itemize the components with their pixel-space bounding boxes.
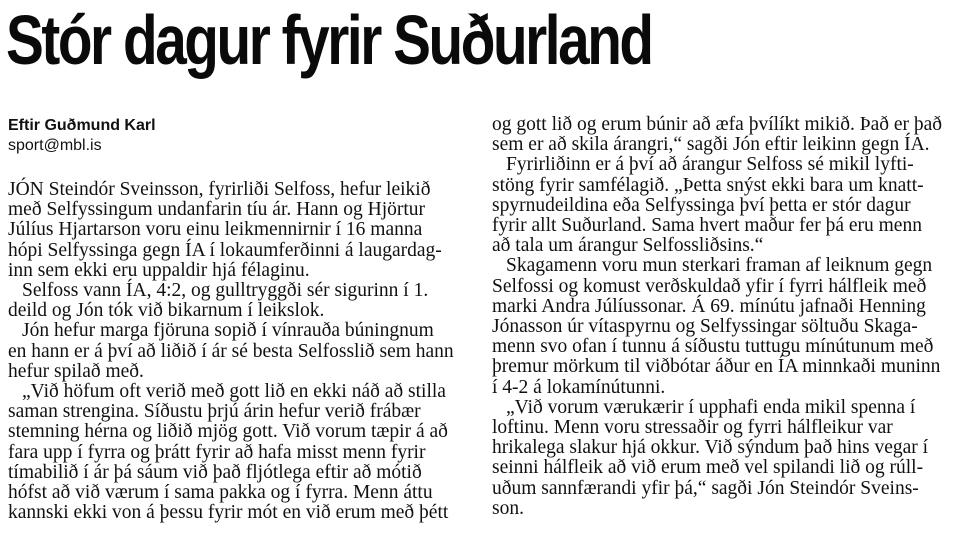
byline: Eftir Guðmund Karl bbox=[8, 117, 156, 134]
text-line: Júlíus Hjartarson voru einu leikmennirnir í 16 manna bbox=[8, 219, 423, 241]
text-line: deild og Jón tók við bikarnum í leikslok. bbox=[8, 300, 325, 322]
text-line: hófst að við værum í sama pakka og í fyrra. Menn áttu bbox=[8, 482, 433, 504]
text-line: saman strengina. Síðustu þrjú árin hefur verið frábær bbox=[8, 401, 421, 423]
text-line: marki Andra Júlíussonar. Á 69. mínútu jafnaði Henning bbox=[492, 295, 926, 317]
text-line: loftinu. Menn voru stressaðir og fyrri hálfleikur var bbox=[492, 417, 893, 439]
text-line: Jón hefur marga fjöruna sopið í vínrauða búningnum bbox=[22, 320, 434, 342]
text-line: kannski ekki von á þessu fyrir mót en við erum með þétt bbox=[8, 502, 449, 524]
text-line: með Selfyssingum undanfarin tíu ár. Hann og Hjörtur bbox=[8, 199, 426, 221]
text-line: í 4-2 á lokamínútunni. bbox=[492, 376, 666, 398]
text-line: að tala um árangur Selfossliðsins.“ bbox=[492, 235, 764, 257]
text-line: hrikalega slakur hjá okkur. Við sýndum það hins vegar í bbox=[492, 437, 929, 459]
text-line: „Við höfum oft verið með gott lið en ekki náð að stilla bbox=[22, 381, 446, 403]
text-line: JÓN Steindór Sveinsson, fyrirliði Selfoss, hefur leikið bbox=[8, 179, 431, 200]
text-line: stöng fyrir samfélagið. „Þetta snýst ekki bara um knatt- bbox=[492, 174, 924, 196]
text-line: en hann er á því að liðið í ár sé besta Selfosslið sem hann bbox=[8, 340, 454, 362]
text-line: þremur mörkum til viðbótar áður en ÍA minnkaði muninn bbox=[492, 356, 941, 378]
text-line: Skagamenn voru mun sterkari framan af leiknum gegn bbox=[506, 255, 933, 277]
text-line: fyrir allt Suðurland. Sama hvert maður fer þá eru menn bbox=[492, 215, 922, 237]
article-column-right bbox=[492, 115, 954, 519]
text-line: sem er að skila árangri,“ sagði Jón eftir leikinn gegn ÍA. bbox=[492, 134, 930, 156]
text-line: inn sem ekki eru uppaldir hjá félaginu. bbox=[8, 259, 310, 281]
text-line: stemning hérna og liðið mjög gott. Við vorum tæpir á að bbox=[8, 421, 448, 443]
text-line: uðum sannfærandi yfir þá,“ sagði Jón Steindór Sveins- bbox=[492, 477, 919, 499]
text-line: Selfossi og komust verðskuldað yfir í fyrri hálfleik með bbox=[492, 275, 927, 297]
text-line: „Við vorum værukærir í upphafi enda mikil spenna í bbox=[506, 396, 916, 418]
text-line: Fyrirliðinn er á því að árangur Selfoss sé mikil lyfti- bbox=[506, 154, 914, 176]
text-line: og gott lið og erum búnir að æfa þvílíkt mikið. Það er það bbox=[492, 114, 943, 135]
text-line: hefur spilað með. bbox=[8, 360, 144, 382]
text-line: hópi Selfyssinga gegn ÍA í lokaumferðinni á laugardag- bbox=[8, 239, 442, 261]
text-line: Jónasson úr vítaspyrnu og Selfyssingar söltuðu Skaga- bbox=[492, 316, 918, 338]
text-line: spyrnudeildina eða Selfyssinga því þetta er stór dagur bbox=[492, 194, 911, 216]
text-line: tímabilið í ár þá sáum við það fljótlega eftir að mótið bbox=[8, 461, 422, 483]
article-column-left bbox=[8, 180, 470, 523]
text-line: menn svo ofan í tunnu á síðustu tuttugu mínútunum með bbox=[492, 336, 934, 358]
text-line: fara upp í fyrra og þrátt fyrir að hafa misst menn fyrir bbox=[8, 441, 426, 463]
text-line: son. bbox=[492, 497, 524, 519]
text-line: seinni hálfleik að við erum með vel spilandi lið og rúll- bbox=[492, 457, 924, 479]
headline: Stór dagur fyrir Suðurland bbox=[6, 1, 652, 79]
author-email[interactable]: sport@mbl.is bbox=[8, 137, 102, 154]
text-line: Selfoss vann ÍA, 4:2, og gulltryggði sér sigurinn í 1. bbox=[22, 280, 429, 302]
